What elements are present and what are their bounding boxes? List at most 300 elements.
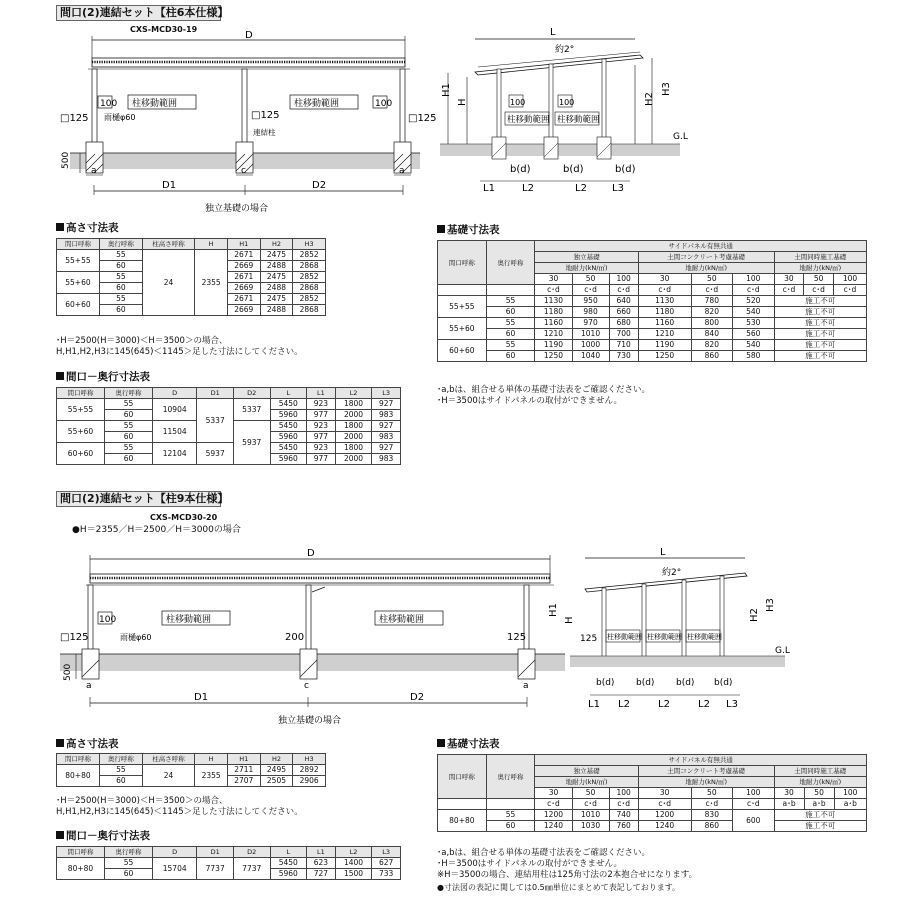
- side-range-2: 柱移動範囲: [557, 115, 600, 125]
- table-cell: 地耐力(kN/㎡): [638, 777, 774, 788]
- table-cell: H: [195, 754, 228, 765]
- table-cell: 2475: [260, 272, 293, 283]
- dim-c: c: [241, 166, 246, 176]
- front-view-diagram-1: [40, 25, 437, 220]
- table-cell: 2488: [260, 283, 293, 294]
- table-cell: 60: [486, 329, 535, 340]
- table-cell: サイドパネル有無共通: [535, 755, 867, 766]
- section2-subtitle: ●H＝2355／H＝2500／H＝3000の場合: [72, 525, 241, 535]
- side-L2c-2: L2: [698, 699, 710, 710]
- table-row: [57, 765, 326, 776]
- table-cell: L: [270, 388, 307, 399]
- table-cell: 860: [691, 821, 732, 832]
- table-row: [438, 340, 867, 351]
- table-cell: 30: [638, 788, 691, 799]
- table-cell: 12104: [152, 443, 196, 465]
- table-cell: 1010: [572, 329, 609, 340]
- table-cell: 30: [535, 788, 572, 799]
- foundation-note-2a: ･a,bは、組合せる単体の基礎寸法表をご確認ください。: [437, 848, 651, 858]
- table-cell: 710: [609, 340, 638, 351]
- table-cell: 5337: [197, 399, 234, 443]
- table-cell: 923: [307, 399, 336, 410]
- side-range-2b: 柱移動範囲: [647, 633, 682, 641]
- gl-label-2: G.L: [775, 646, 790, 656]
- table-cell: 2475: [260, 250, 293, 261]
- dim-L: L: [550, 27, 556, 38]
- dim-D1-2: D1: [194, 692, 209, 703]
- table-cell: 55+60: [438, 318, 487, 340]
- table-cell: 2000: [335, 432, 372, 443]
- table-row: [57, 858, 401, 869]
- table-cell: D: [152, 847, 196, 858]
- table-cell: 60: [99, 305, 142, 316]
- table-cell: 50: [572, 788, 609, 799]
- height-table-title-2: 高さ寸法表: [56, 736, 119, 751]
- table-cell: D: [152, 388, 196, 399]
- table-cell: 950: [572, 296, 609, 307]
- side-L3-2: L3: [726, 699, 738, 710]
- table-cell: a･b: [774, 799, 804, 810]
- table-cell: 1160: [535, 318, 572, 329]
- dim-H3-2: H3: [765, 598, 776, 612]
- table-cell: 施工不可: [774, 307, 866, 318]
- table-cell: 2488: [260, 305, 293, 316]
- table-cell: [486, 799, 535, 810]
- table-cell: 983: [372, 410, 401, 421]
- table-cell: 55+60: [57, 272, 100, 294]
- table-cell: 1250: [535, 351, 572, 362]
- dim-a-left-2: a: [86, 681, 92, 691]
- table-cell: L2: [335, 847, 372, 858]
- table-cell: 7737: [233, 858, 270, 880]
- sq125-left: □125: [60, 113, 89, 124]
- table-cell: 2852: [293, 272, 326, 283]
- front-caption-1: 独立基礎の場合: [205, 204, 269, 214]
- table-cell: 1040: [572, 351, 609, 362]
- table-cell: 55: [486, 810, 535, 821]
- table-cell: 55: [99, 294, 142, 305]
- table-cell: H1: [227, 239, 260, 250]
- table-cell: 927: [372, 443, 401, 454]
- foundation-table-1: [437, 240, 867, 362]
- table-cell: 60: [99, 776, 142, 787]
- table-cell: 2671: [227, 250, 260, 261]
- table-cell: 土間コンクリート考慮基礎: [638, 252, 774, 263]
- table-cell: 2852: [293, 250, 326, 261]
- table-cell: 830: [691, 810, 732, 821]
- table-cell: 1030: [572, 821, 609, 832]
- table-cell: 独立基礎: [535, 766, 638, 777]
- table-cell: 2669: [227, 261, 260, 272]
- table-cell: 土間コンクリート考慮基礎: [638, 766, 774, 777]
- h500-label-2: 500: [63, 663, 73, 681]
- table-cell: 30: [774, 788, 804, 799]
- table-cell: H: [195, 239, 228, 250]
- side-range-2a: 柱移動範囲: [607, 633, 642, 641]
- table-row: [438, 329, 867, 340]
- table-cell: 55: [104, 443, 152, 454]
- table-cell: 100: [833, 274, 866, 285]
- side-bd-2a: b(d): [596, 678, 615, 688]
- table-row: [438, 351, 867, 362]
- table-cell: 1130: [535, 296, 572, 307]
- table-cell: 5960: [270, 869, 307, 880]
- table-cell: 55: [99, 250, 142, 261]
- table-cell: 55: [486, 340, 535, 351]
- sq125-mid: □125: [251, 110, 280, 121]
- range-label-1: 柱移動範囲: [132, 99, 178, 109]
- table-cell: 5450: [270, 858, 307, 869]
- foundation-table-title-2: 基礎寸法表: [437, 736, 500, 751]
- dim-H1-2: H1: [548, 603, 559, 617]
- height-note-1a: ･H＝2500(H＝3000)＜H＝3500＞の場合、: [56, 336, 228, 346]
- table-cell: 2495: [260, 765, 293, 776]
- table-row: [438, 318, 867, 329]
- table-cell: [438, 285, 487, 296]
- table-cell: [486, 285, 535, 296]
- table-cell: 100: [733, 788, 774, 799]
- table-cell: c･d: [609, 799, 638, 810]
- table-cell: 間口呼称: [438, 755, 487, 799]
- table-cell: 55: [486, 318, 535, 329]
- table-row: [438, 810, 867, 821]
- side-dim125-2: 125: [580, 634, 598, 644]
- table-cell: 15704: [152, 858, 196, 880]
- table-cell: c･d: [638, 799, 691, 810]
- table-cell: 60: [104, 454, 152, 465]
- table-cell: 10904: [152, 399, 196, 421]
- table-cell: 7737: [197, 858, 234, 880]
- table-cell: L3: [372, 388, 401, 399]
- table-cell: H2: [260, 754, 293, 765]
- table-cell: 2355: [195, 250, 228, 316]
- table-cell: D1: [197, 847, 234, 858]
- table-cell: c･d: [804, 285, 834, 296]
- range-label-2b: 柱移動範囲: [379, 615, 425, 625]
- table-cell: 983: [372, 432, 401, 443]
- table-cell: 740: [609, 810, 638, 821]
- table-cell: 1160: [638, 318, 691, 329]
- foundation-note-2d: ●寸法図の表記に関しては0.5㎜単位にまとめて表記しております。: [437, 883, 681, 892]
- dim100-left: 100: [100, 99, 118, 109]
- table-cell: 50: [572, 274, 609, 285]
- table-cell: 923: [307, 421, 336, 432]
- dim-H-2: H: [564, 616, 575, 624]
- table-cell: 980: [572, 307, 609, 318]
- side-L1: L1: [483, 183, 495, 194]
- height-note-2b: H,H1,H2,H3に145(645)＜1145＞足した寸法にしてください。: [56, 807, 303, 817]
- table-cell: 2488: [260, 261, 293, 272]
- table-cell: 623: [307, 858, 336, 869]
- section1-header: 間口(2)連結セット【柱6本仕様】: [56, 5, 221, 21]
- table-cell: 30: [638, 274, 691, 285]
- table-cell: 1130: [638, 296, 691, 307]
- table-cell: 奥行呼称: [104, 847, 152, 858]
- table-cell: 100: [609, 788, 638, 799]
- table-cell: 520: [733, 296, 774, 307]
- table-cell: 983: [372, 454, 401, 465]
- table-cell: 60+60: [57, 443, 105, 465]
- table-cell: 奥行呼称: [104, 388, 152, 399]
- dim-H3: H3: [661, 82, 672, 96]
- foundation-table-2: [437, 754, 867, 832]
- table-cell: 奥行呼称: [99, 754, 142, 765]
- foundation-note-1b: ･H＝3500はサイドパネルの取付ができません。: [437, 396, 623, 406]
- size-table-title-2: 間口－奥行寸法表: [56, 828, 150, 843]
- sq125-left-2: □125: [60, 632, 89, 643]
- table-row: [438, 821, 867, 832]
- table-cell: 923: [307, 443, 336, 454]
- table-cell: 1200: [638, 810, 691, 821]
- table-cell: 580: [733, 351, 774, 362]
- table-cell: 627: [372, 858, 401, 869]
- side-L3: L3: [612, 183, 624, 194]
- table-cell: 50: [804, 788, 834, 799]
- table-cell: 560: [733, 329, 774, 340]
- table-cell: 施工不可: [774, 340, 866, 351]
- height-note-2a: ･H＝2500(H＝3000)＜H＝3500＞の場合、: [56, 796, 228, 806]
- table-cell: 1190: [535, 340, 572, 351]
- table-cell: 施工不可: [774, 351, 866, 362]
- table-cell: 1210: [638, 329, 691, 340]
- slope-label: 約2°: [555, 45, 575, 55]
- table-cell: L1: [307, 388, 336, 399]
- table-cell: 奥行呼称: [486, 755, 535, 799]
- dim-D1: D1: [162, 180, 177, 191]
- dim200: 200: [285, 632, 305, 643]
- table-cell: 施工不可: [774, 810, 866, 821]
- dim-c-2: c: [304, 681, 309, 691]
- table-cell: 780: [691, 296, 732, 307]
- table-cell: 60: [104, 432, 152, 443]
- dim100-2: 100: [99, 615, 117, 625]
- side-bd-2b: b(d): [636, 678, 655, 688]
- dim-H: H: [457, 98, 468, 106]
- table-cell: 5960: [270, 454, 307, 465]
- table-row: [438, 296, 867, 307]
- side-range-2c: 柱移動範囲: [687, 633, 722, 641]
- side-L2a: L2: [522, 183, 534, 194]
- table-cell: 土間同時施工基礎: [774, 252, 866, 263]
- table-cell: 977: [307, 410, 336, 421]
- table-cell: 1180: [535, 307, 572, 318]
- table-cell: 地耐力(kN/㎡): [638, 263, 774, 274]
- side-view-diagram-2: [548, 545, 795, 715]
- table-cell: 60: [99, 283, 142, 294]
- h500-label: 500: [61, 151, 71, 169]
- table-cell: 間口呼称: [57, 847, 105, 858]
- table-cell: 2868: [293, 261, 326, 272]
- table-cell: 1500: [335, 869, 372, 880]
- table-cell: D2: [233, 847, 270, 858]
- table-cell: 1800: [335, 399, 372, 410]
- table-cell: c･d: [691, 799, 732, 810]
- table-cell: 24: [142, 250, 195, 316]
- table-cell: 55: [99, 272, 142, 283]
- dim-H1: H1: [441, 83, 452, 97]
- table-cell: 地耐力(kN/㎡): [535, 777, 638, 788]
- table-cell: 施工不可: [774, 821, 866, 832]
- table-cell: 60: [104, 869, 152, 880]
- table-cell: 地耐力(kN/㎡): [774, 263, 866, 274]
- table-cell: 施工不可: [774, 329, 866, 340]
- table-cell: 733: [372, 869, 401, 880]
- table-cell: 2671: [227, 294, 260, 305]
- table-cell: 80+80: [57, 765, 100, 787]
- table-cell: 530: [733, 318, 774, 329]
- table-cell: 977: [307, 454, 336, 465]
- joint-post-label: 連結柱: [253, 128, 276, 137]
- table-cell: 55: [104, 858, 152, 869]
- table-cell: 760: [609, 821, 638, 832]
- table-cell: 60: [104, 410, 152, 421]
- gutter-label-2: 雨樋φ60: [120, 633, 152, 642]
- table-cell: 100: [733, 274, 774, 285]
- table-cell: 727: [307, 869, 336, 880]
- side-view-diagram-1: [430, 25, 895, 195]
- table-cell: 柱高さ呼称: [142, 239, 195, 250]
- sq125-right: □125: [408, 113, 437, 124]
- size-table-1: [56, 387, 401, 465]
- dim-H2-2: H2: [749, 608, 760, 622]
- table-cell: 間口呼称: [57, 388, 105, 399]
- table-cell: 55: [104, 421, 152, 432]
- gutter-label: 雨樋φ60: [104, 113, 136, 122]
- table-cell: c･d: [572, 285, 609, 296]
- table-cell: 施工不可: [774, 296, 866, 307]
- table-cell: 土間同時施工基礎: [774, 766, 866, 777]
- foundation-note-2c: ※H＝3500の場合、連結用柱は125角寸法の2本抱合せになります。: [437, 870, 698, 880]
- table-cell: a･b: [804, 799, 834, 810]
- table-cell: 2475: [260, 294, 293, 305]
- table-cell: H3: [293, 239, 326, 250]
- table-cell: 間口呼称: [57, 754, 100, 765]
- table-cell: 2868: [293, 305, 326, 316]
- table-cell: 55+55: [57, 250, 100, 272]
- table-cell: 独立基礎: [535, 252, 638, 263]
- dim125-2: 125: [507, 632, 527, 643]
- table-cell: 1400: [335, 858, 372, 869]
- table-cell: c･d: [572, 799, 609, 810]
- table-cell: 60+60: [57, 294, 100, 316]
- front-view-diagram-2: [50, 537, 570, 727]
- table-cell: 700: [609, 329, 638, 340]
- table-cell: 927: [372, 421, 401, 432]
- table-row: [57, 443, 401, 454]
- table-cell: 50: [691, 274, 732, 285]
- table-cell: L3: [372, 847, 401, 858]
- table-cell: 30: [535, 274, 572, 285]
- table-cell: 5450: [270, 421, 307, 432]
- table-cell: 100: [609, 274, 638, 285]
- height-table-1: [56, 238, 326, 316]
- table-cell: 977: [307, 432, 336, 443]
- dim-L-2: L: [660, 547, 666, 558]
- side-bd-2: b(d): [563, 164, 584, 175]
- table-cell: 55+60: [57, 421, 105, 443]
- table-cell: 地耐力(kN/㎡): [535, 263, 638, 274]
- gl-label: G.L: [673, 132, 688, 142]
- table-cell: 24: [142, 765, 195, 787]
- table-cell: 5937: [233, 421, 270, 465]
- dim-D-label: D: [245, 30, 253, 41]
- side-bd-2c: b(d): [676, 678, 695, 688]
- dim-a-right-2: a: [523, 681, 529, 691]
- slope-label-2: 約2°: [662, 568, 682, 578]
- table-cell: 奥行呼称: [99, 239, 142, 250]
- table-cell: 680: [609, 318, 638, 329]
- table-cell: 660: [609, 307, 638, 318]
- range-label-2: 柱移動範囲: [294, 99, 340, 109]
- side-dim100-b: 100: [559, 98, 575, 107]
- table-cell: c･d: [609, 285, 638, 296]
- table-cell: 2868: [293, 283, 326, 294]
- table-cell: 820: [691, 340, 732, 351]
- foundation-note-1a: ･a,bは、組合せる単体の基礎寸法表をご確認ください。: [437, 385, 651, 395]
- table-cell: 柱高さ呼称: [142, 754, 195, 765]
- table-cell: 1210: [535, 329, 572, 340]
- dim-D-label-2: D: [307, 548, 315, 559]
- table-cell: 2892: [293, 765, 326, 776]
- side-L1-2: L1: [588, 699, 600, 710]
- table-cell: 80+80: [438, 810, 487, 832]
- table-cell: 奥行呼称: [486, 241, 535, 285]
- table-cell: c･d: [733, 285, 774, 296]
- side-range-1: 柱移動範囲: [507, 115, 550, 125]
- table-cell: c･d: [833, 285, 866, 296]
- table-cell: 60+60: [438, 340, 487, 362]
- table-cell: 1010: [572, 810, 609, 821]
- dim-D2-2: D2: [410, 692, 425, 703]
- table-cell: 施工不可: [774, 318, 866, 329]
- table-cell: 5450: [270, 443, 307, 454]
- foundation-note-2b: ･H＝3500はサイドパネルの取付ができません。: [437, 859, 623, 869]
- height-note-1b: H,H1,H2,H3に145(645)＜1145＞足した寸法にしてください。: [56, 347, 303, 357]
- table-cell: 2906: [293, 776, 326, 787]
- table-cell: a･b: [834, 799, 866, 810]
- table-cell: [438, 799, 487, 810]
- table-cell: 600: [733, 810, 774, 832]
- height-table-2: [56, 753, 326, 787]
- table-cell: 1180: [638, 307, 691, 318]
- table-cell: L2: [335, 388, 372, 399]
- table-cell: 800: [691, 318, 732, 329]
- table-cell: 2707: [227, 776, 260, 787]
- table-cell: c･d: [691, 285, 732, 296]
- dim-a-right: a: [399, 166, 405, 176]
- side-L2a-2: L2: [618, 699, 630, 710]
- table-cell: 1800: [335, 443, 372, 454]
- table-cell: L1: [307, 847, 336, 858]
- table-cell: 55: [486, 296, 535, 307]
- table-cell: 2671: [227, 272, 260, 283]
- table-cell: 60: [486, 307, 535, 318]
- table-cell: 970: [572, 318, 609, 329]
- table-cell: 2000: [335, 454, 372, 465]
- table-cell: 1000: [572, 340, 609, 351]
- table-row: [57, 399, 401, 410]
- table-cell: 5337: [233, 399, 270, 421]
- height-table-title-1: 高さ寸法表: [56, 220, 119, 235]
- dim-H2: H2: [644, 92, 655, 106]
- table-cell: サイドパネル有無共通: [535, 241, 867, 252]
- table-cell: 927: [372, 399, 401, 410]
- table-cell: 50: [691, 788, 732, 799]
- table-cell: L: [270, 847, 307, 858]
- section2-model: CXS-MCD30-20: [150, 513, 218, 522]
- side-bd-3: b(d): [615, 164, 636, 175]
- side-bd-2d: b(d): [714, 678, 733, 688]
